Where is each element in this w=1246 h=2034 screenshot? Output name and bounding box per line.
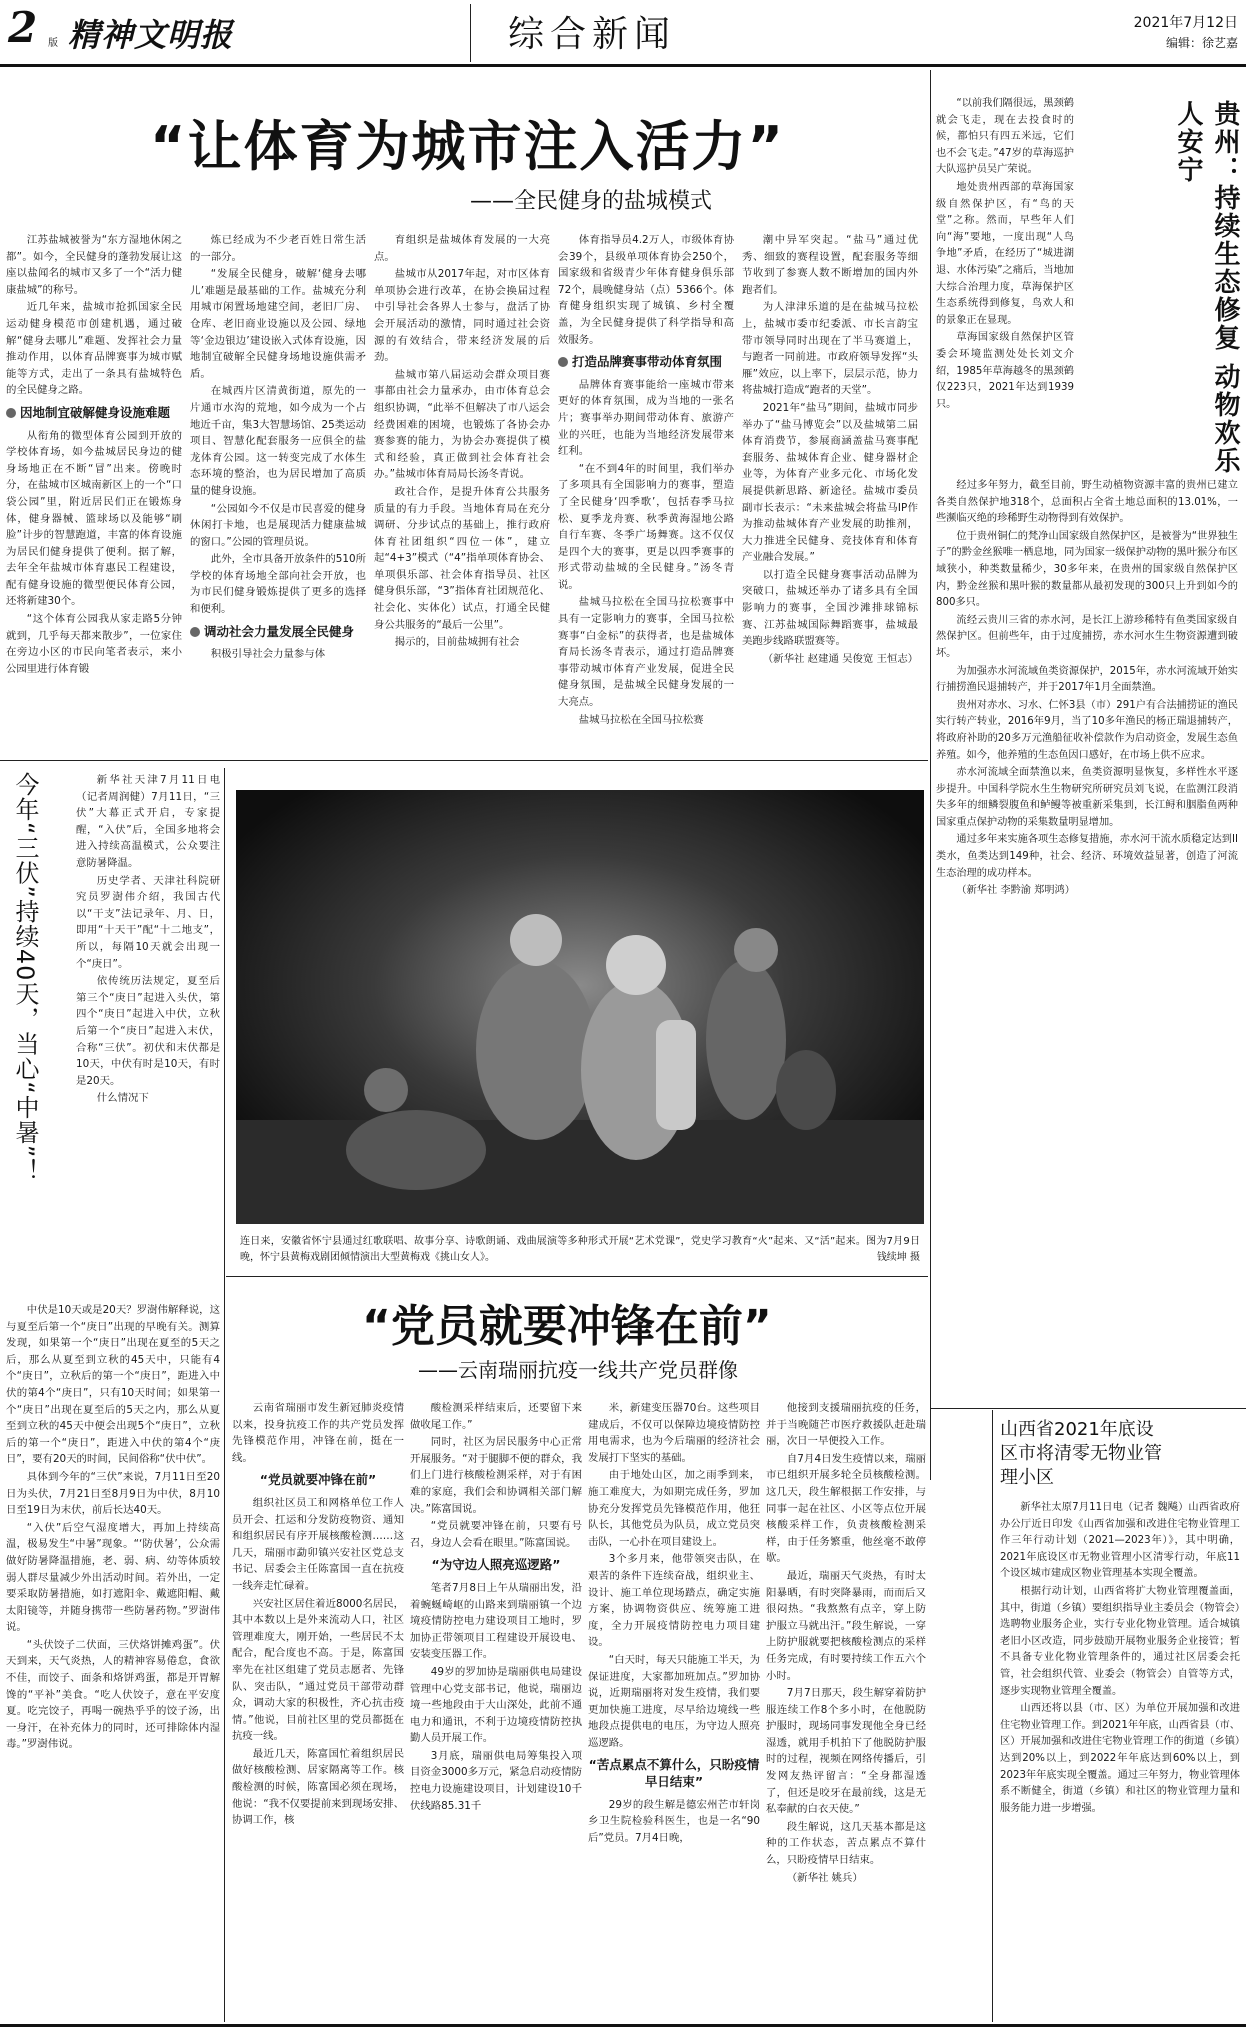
paragraph: 依传统历法规定，夏至后第三个“庚日”起进入头伏，第四个“庚日”起进入中伏，立秋后第一个“庚日”起进入末伏，合称“三伏”。初伏和末伏都是10天，中伏有时是10天，有时是20天。 <box>76 975 220 1087</box>
paragraph: 组织社区员工和网格单位工作人员开会、扛运和分发防疫物资、通知和组织居民有序开展核酸检测……这几天，瑞丽市勐卯镇兴安社区党总支书记、居委会主任陈富国一直在抗疫一线奔走忙碌着。 <box>232 1496 404 1592</box>
main-column-4 <box>558 232 734 754</box>
paragraph: 为人津津乐道的是在盐城马拉松上，盐城市委市纪委派、市长言韵宝带市领导同时出现在了半马赛道上，与跑者一同前进。市政府领导发挥“头雁”效应，以上率下，层层示范，协力将盐城打造成“跑者的天堂”。 <box>742 301 918 397</box>
guizhou-full-column <box>936 478 1238 1398</box>
paragraph: 经过多年努力，截至目前，野生动植物资源丰富的贵州已建立各类自然保护地318个，总面积占全省土地总面积的13.01%，一些濒临灭绝的珍稀野生动物得到有效保护。 <box>936 480 1238 525</box>
main-column-1 <box>6 232 182 754</box>
paragraph: 近几年来，盐城市抢抓国家全民运动健身模范市创建机遇，通过破解“健身去哪儿”难题、发挥社会力量推动作用，以体育品牌赛事为城市赋能等方式，走出了一条具有盐城特色的全民健身之路。 <box>6 301 182 397</box>
photo-caption <box>240 1234 920 1266</box>
paragraph: “发展全民健身，破解‘健身去哪儿’难题是最基础的工作。盐城充分利用城市闲置场地建空间，老旧厂房、仓库、老旧商业设施以及公园、绿地等‘金边银边’建设嵌入式体育设施，因地制宜破解全民健身场地设施供需矛盾。 <box>190 268 366 380</box>
paragraph: 盐城市第八届运动会群众项目赛事都由社会力量承办，由市体育总会组织协调，“此举不但解决了市八运会经费困难的困境，也锻炼了各协会办赛参赛的能力，为协会办赛提供了模式和经验，真正做到社会体育社会办。”盐城市体育局局长汤冬青说。 <box>374 368 550 481</box>
paragraph: 盐城马拉松在全国马拉松赛事中具有一定影响力的赛事，全国马拉松赛事“白金标”的获得者，也是盐城体育局长汤冬青表示，通过打造品牌赛事带动城市体育产业发展，促进全民健身氛围，是盐城全民健身发展的一大亮点。 <box>558 596 734 709</box>
main-bottom-rule <box>0 760 928 761</box>
masthead <box>0 0 1246 68</box>
paragraph: 为加强赤水河流域鱼类资源保护，2015年，赤水河流域开始实行捕捞渔民退捕转产，并于2017年1月全面禁渔。 <box>936 665 1238 694</box>
paragraph: 由于地处山区，加之雨季到来，施工难度大，为如期完成任务，罗加协充分发挥党员先锋模范作用，他狂队长，其他党员为队员，成立党员突击队，一心扑在项目建设上。 <box>588 1469 760 1548</box>
paragraph: 兴安社区居住着近8000名居民，其中本数以上是外来流动人口，社区管理难度大，刚开始，一些居民不太配合，配合度也不高。于是，陈富国率先在社区组建了党员志愿者、先锋队、突击队，“通过党员干部带动群众，调动大家的积极性，齐心抗击疫情。”他说，目前社区里的党员都挺在抗疫一线。 <box>232 1597 404 1743</box>
paragraph: 49岁的罗加协是瑞丽供电局建设管理中心党支部书记，他说，瑞丽边境一些地段由于大山深处，此前不通电力和通讯，不利于边境疫情防控执勤人员开展工作。 <box>410 1665 582 1745</box>
section-title: 综合新闻 <box>508 14 677 55</box>
paragraph: 贵州对赤水、习水、仁怀3县（市）291户有合法捕捞证的渔民实行转产转业，2016年9月，当了10多年渔民的杨正瑞退捕转产，将政府补助的20多万元渔船征收补偿款作为启动资金，发展生态鱼养殖。如今，他养殖的生态鱼因口感好，在市场上供不应求。 <box>936 699 1238 761</box>
paper-name: 精神文明报 <box>68 16 234 54</box>
party-subhead-3: “苦点累点不算什么，只盼疫情早日结束” <box>588 1757 760 1790</box>
paragraph: 山西还将以县（市、区）为单位开展加强和改进住宅物业管理工作。到2021年年底，山西省县（市、区）开展加强和改进住宅物业管理工作的街道（乡镇）达到20%以上，到2022年年底达到60%以上，到2023年年底实现全覆盖。通过三年努力，物业管理体系不断健全，街道（乡镇）和社区的物业管理力量和服务能力进一步增强。 <box>1000 1703 1240 1814</box>
party-subhead: ——云南瑞丽抗疫一线共产党员群像 <box>418 1358 738 1382</box>
paragraph: “入伏”后空气湿度增大，再加上持续高温，极易发生“中暑”现象。“‘防伏暑’，公众需做好防暑降温措施，老、弱、病、幼等体质较弱人群尽量减少外出活动时间。若外出，一定要采取防暑措施，如打遮阳伞、戴遮阳帽、戴太阳镜等，并随身携带一些防暑药物。”罗澍伟说。 <box>6 1521 220 1634</box>
paragraph: 从衔角的微型体育公园到开放的学校体育场，如今盐城居民身边的健身场地正在不断“冒”出来。傍晚时分，在盐城市区城南新区上的一个“口袋公园”里，附近居民们正在锻炼身体，健身器械、篮球场以及能够“刷脸”计步的智慧跑道，丰富的体育设施为居民们健身提供了便利。据了解，去年全年盐城市体育惠民工程建设，配有健身设施的微型便民体育公园，还将新建30个。 <box>6 429 182 608</box>
party-headline: “党员就要冲锋在前” <box>362 1301 772 1352</box>
party-column-3 <box>588 1400 760 2018</box>
main-subhead-2: 调动社会力量发展全民健身 <box>190 624 366 641</box>
photo-credit: 钱续坤 摄 <box>876 1252 920 1263</box>
masthead-divider <box>470 4 471 62</box>
paragraph: 育组织是盐城体育发展的一大亮点。 <box>374 234 550 263</box>
paragraph: （新华社 赵建通 吴俊宽 王恒志） <box>762 652 918 665</box>
masthead-rule <box>0 64 1246 67</box>
stage-photo-image <box>236 790 924 1224</box>
paragraph: 具体到今年的“三伏”来说，7月11日至20日为头伏，7月21日至8月9日为中伏，8月10日至19日为末伏，前后长达40天。 <box>6 1470 220 1517</box>
party-subhead-1: “党员就要冲锋在前” <box>259 1472 377 1488</box>
paragraph: 笔者7月8日上午从瑞丽出发，沿着蜿蜒崎岖的山路来到瑞丽镇一个边境疫情防控电力建设项目工地时，罗加协正带领项目工程建设开展设电、安装变压器工作。 <box>410 1581 582 1661</box>
guizhou-top-column <box>936 96 1074 476</box>
paragraph: 通过多年来实施各项生态修复措施，赤水河干流水质稳定达到II类水，鱼类达到149种，社会、经济、环境效益显著，创造了河流生态治理的成功样本。 <box>936 834 1238 879</box>
paragraph: 历史学者、天津社科院研究员罗澍伟介绍，我国古代以“干支”法记录年、月、日，即用“十天干”配“十二地支”，所以，每隔10天就会出现一个“庚日”。 <box>76 874 220 970</box>
paragraph: 位于贵州铜仁的梵净山国家级自然保护区，是被誉为“世界独生子”的黔金丝猴唯一栖息地，同为国家一级保护动物的黑叶猴分布区域狭小，种类数量稀少，30多年来，在贵州的国家级自然保护区内，黔金丝猴和黑叶猴的数量都从最初发现的300只上升到如今的800多只。 <box>936 530 1238 609</box>
page-number: 2 <box>8 3 38 52</box>
paragraph: “公园如今不仅是市民喜爱的健身休闲打卡地，也是展现活力健康盐城的窗口。”公园的管理员说。 <box>190 502 366 548</box>
photo-bottom-rule <box>226 1276 928 1277</box>
paragraph: 7月7日那天，段生解穿着防护服连续工作8个多小时，在他脱防护服时，现场同事发现他全身已经湿透，就用手机拍下了他脱防护服时的过程，视频在网络传播后，引发网友热评留言：“全身都湿透了，但还是咬牙在最前线，这是无私奉献的白衣天使。” <box>766 1687 926 1816</box>
paragraph: 段生解说，这几天基本都是这种的工作状态，苦点累点不算什么，只盼疫情早日结束。 <box>766 1820 926 1867</box>
editor-credit: 编辑：徐艺嘉 <box>1165 36 1238 50</box>
bullet-icon <box>6 408 16 418</box>
paragraph: 此外，全市具备开放条件的510所学校的体育场地全部向社会开放，也为市民们健身锻炼提供了更多的选择和便利。 <box>190 553 366 616</box>
paragraph: “头伏饺子二伏面，三伏烙饼摊鸡蛋”。伏天到来，天气炎热，人的精神容易倦怠，食欲不佳，而饺子、面条和烙饼鸡蛋，都是开胃解馋的“平补”美食。“吃人伏饺子，意在平安度夏。吃完饺子，再喝一碗热乎乎的饺子汤，出一身汗，在补充体力的同时，还可排除体内湿毒。”罗澍伟说。 <box>6 1638 220 1751</box>
shanxi-column <box>1000 1500 1240 2018</box>
bullet-icon <box>558 357 568 367</box>
paragraph: 最近几天，陈富国忙着组织居民做好核酸检测、居家隔离等工作。核酸检测的时候，陈富国必须在现场，他说：“我不仅要提前来到现场安排、协调工作，核 <box>232 1747 404 1827</box>
paragraph: 体育指导员4.2万人，市级体育协会39个，县级单项体育协会250个，国家级和省级青少年体育健身俱乐部72个，晨晚健身站（点）5366个。体育健身组织实现了城镇、乡村全覆盖，为全民健身提供了科学指导和高效服务。 <box>558 234 734 346</box>
paragraph: 米，新建变压器70台。这些项目建成后，不仅可以保障边境疫情防控用电需求，也为今后瑞丽的经济社会发展打下坚实的基础。 <box>588 1402 760 1464</box>
main-subhead-1: 因地制宜破解健身设施难题 <box>6 405 182 422</box>
paragraph: 根据行动计划，山西省将扩大物业管理覆盖面，其中，街道（乡镇）要组织指导业主委员会（物管会）选聘物业服务企业，实行专业化物业管理。适合城镇老旧小区改造，同步鼓励开展物业服务企业接管；暂不具备专业化物业管理条件的，通过社区居委会托管，社会组织代管、业委会（物管会）自管等方式，逐步实现物业管理全覆盖。 <box>1000 1585 1240 1697</box>
paragraph: 赤水河流域全面禁渔以来，鱼类资源明显恢复，多样性水平逐步提升。中国科学院水生生物研究所研究员刘飞说，在监测江段消失多年的细鳞裂腹鱼和鲈鳗等被重新采集到，长江鲟和胭脂鱼两种国家重点保护动物的采集数量明显增加。 <box>936 767 1238 828</box>
paragraph: 流经云贵川三省的赤水河，是长江上游珍稀特有鱼类国家级自然保护区。但前些年，由于过度捕捞，赤水河水生生物资源遭到破坏。 <box>936 614 1238 659</box>
paragraph: 2021年“盐马”期间，盐城市同步举办了“盐马博览会”以及盐城第二届体育消费节，参展商涵盖盐马赛事配套服务、盐城体育企业、健身器材企业等，为体育产业多元化、市场化发展提供新思路、新途径。盐城市委员副市长表示：“未来盐城会将盐马IP作为推动盐城体育产业发展的助推剂，大力推进全民健身、竞技体育和体育产业融合发展。” <box>742 401 918 564</box>
paragraph: “党员就要冲锋在前，只要有号召，身边人会看在眼里。”陈富国说。 <box>410 1520 582 1549</box>
paragraph: 酸检测采样结束后，还要留下来做收尾工作。” <box>410 1402 582 1431</box>
main-col1-paragraphs <box>6 232 182 399</box>
paragraph: 政社合作，是提升体育公共服务质量的有力手段。当地体育局在充分调研、分步试点的基础上，推行政府体育社团组织“四位一体”，建立起“4+3”模式（“4”指单项体育协会、单项俱乐部、社会体育指导员、社区健身俱乐部，“3”指体育社团规范化、社会化、实体化）试点，打通全民健身公共服务的“最后一公里”。 <box>374 485 550 631</box>
main-subhead-3: 打造品牌赛事带动体育氛围 <box>558 354 734 371</box>
main-column-5 <box>742 232 918 754</box>
party-column-4 <box>766 1400 926 2018</box>
paragraph: 积极引导社会力量参与体 <box>210 648 326 661</box>
guizhou-bottom-rule <box>930 1408 1246 1409</box>
paragraph: 新华社太原7月11日电（记者 魏飚）山西省政府办公厅近日印发《山西省加强和改进住宅物业管理工作三年行动计划（2021—2023年）》，其中明确，2021年底设区市无物业管理小区清零行动，年底11个设区城市建成区物业管理基本实现全覆盖。 <box>1000 1502 1240 1580</box>
bullet-icon <box>190 627 200 637</box>
paragraph: 以打造全民健身赛事活动品牌为突破口，盐城还举办了诸多具有全国影响力的赛事，全国沙滩排球锦标赛、江苏盐城国际舞蹈赛事，盐城最美跑步线路联盟赛等。 <box>742 568 918 648</box>
paragraph: 同时，社区为居民服务中心正常开展服务。“对于腿脚不便的群众，我们上门进行核酸检测采样，对于有困难的家庭，我们会和协调相关部门解决。”陈富国说。 <box>410 1436 582 1515</box>
paragraph: 品牌体育赛事能给一座城市带来更好的体育氛围，成为当地的一张名片；赛事举办期间带动体育、旅游产业的兴旺，也能为当地经济发展带来红利。 <box>558 378 734 458</box>
paragraph: “在不到4年的时间里，我们举办了多项具有全国影响力的赛事，塑造了全民健身‘四季歌’，包括春季马拉松、夏季龙舟赛、秋季黄海湿地公路自行车赛、冬季广场舞赛。这不仅仅是四个大的赛事，更是以四季赛事的形式带动盐城的全民健身。”汤冬青说。 <box>558 462 734 591</box>
sanfu-divider <box>224 768 225 2022</box>
paragraph: “这个体育公园我从家走路5分钟就到，几乎每天都来散步”，一位家住在旁边小区的市民向笔者表示，来小公园里进行体育锻 <box>6 613 182 675</box>
main-headline: “让体育为城市注入活力” <box>150 115 785 178</box>
caption-text: 连日来，安徽省怀宁县通过红歌联唱、故事分享、诗歌朗诵、戏曲展演等多种形式开展“艺术党课”，党史学习教育“火”起来、又“活”起来。图为7月9日晚，怀宁县黄梅戏剧团倾情演出大型黄梅戏《挑山女人》。 <box>240 1236 920 1263</box>
paragraph: 最近，瑞丽天气炎热，有时太阳暴晒，有时突降暴雨，而而后又很闷热。“我熬熬有点辛，穿上防护服立马就出汗。”段生解说，一穿上防护服就要把核酸检测点的采样任务完成，有时要持续工作五六个小时。 <box>766 1569 926 1682</box>
paragraph: 在城西片区清黄街道，原先的一片通市水沟的荒地，如今成为一个占地近千亩，集3大智慧场馆、25类运动项目、智慧化配套服务一应俱全的盐龙体育公园。这一转变完成了水体生态环境的整治，也为居民增加了高质量的健身设施。 <box>190 385 366 497</box>
paragraph: 中伏是10天或是20天？罗澍伟解释说，这与夏至后第一个“庚日”出现的早晚有关。测算发现，如果第一个“庚日”出现在夏至的5天之后，那么从夏至到立秋的45天中，只能有4个“庚日”，立秋后的第一个“庚日”，距进入中伏的第4个“庚日”，只有10天时间；如果第一个“庚日”出现在夏至后的5天之内，那么从夏至到立秋的45天中便会出现5个“庚日”，立秋后的第一个“庚日”，距进入中伏的第4个“庚日”，要有20天的时间，民间俗称“伏中伏”。 <box>6 1304 220 1466</box>
paragraph: 地处贵州西部的草海国家级自然保护区，有“鸟的天堂”之称。然而，早些年人们向“海”要地，一度出现“人鸟争地”矛盾，在经历了“城进湖退、水体污染”之痛后，当地加大综合治理力度，草海保护区生态系统得到修复，鸟欢人和的景象正在显现。 <box>936 181 1074 326</box>
main-column-3 <box>374 232 550 754</box>
right-divider <box>930 70 931 1480</box>
party-divider <box>992 1410 993 2022</box>
sanfu-wide-column <box>6 1302 220 2018</box>
paragraph: （新华社 姚兵） <box>786 1871 863 1884</box>
paragraph: 揭示的，目前盐城拥有社会 <box>394 636 520 649</box>
paragraph: 草海国家级自然保护区管委会环境监测处处长刘文介绍，1985年草海越冬的黑颈鹤仅223只，2021年达到1939只。 <box>936 332 1074 410</box>
paragraph: 什么情况下 <box>96 1092 149 1105</box>
paragraph: 云南省瑞丽市发生新冠肺炎疫情以来，投身抗疫工作的共产党员发挥先锋模范作用，冲锋在前，挺在一线。 <box>232 1402 404 1464</box>
paragraph: 盐城市从2017年起，对市区体育单项协会进行改革，在协会换届过程中引导社会各界人士参与，盘活了协会开展活动的激情，同时通过社会资源的有效结合，带来经济发展的后劲。 <box>374 268 550 364</box>
paragraph: 3月底，瑞丽供电局筹集投入项目资金3000多万元，紧急启动疫情防控电力设施建设项目，计划建设10千伏线路85.31千 <box>410 1749 582 1812</box>
paragraph: 新华社天津7月11日电（记者周润健）7月11日，“三伏”大幕正式开启，专家提醒，“入伏”后，全国多地将会进入持续高温模式，公众要注意防暑降温。 <box>76 774 220 869</box>
guizhou-headline: 贵州：持续生态修复 动物欢乐人安宁 <box>1173 100 1240 476</box>
paragraph: 29岁的段生解是德宏州芒市轩岗乡卫生院检验科医生，也是一名“90后”党员。7月4日晚， <box>588 1798 760 1844</box>
paragraph: （新华社 李黔渝 郑明鸿） <box>956 885 1075 897</box>
page-label: 版 <box>48 38 58 49</box>
paragraph: “白天时，每天只能施工半天，为保证进度，大家都加班加点。”罗加协说，近期瑞丽将对发生疫情，我们要更加快施工进度，尽早给边境线一些地段点提供电的电压，为守边人照亮巡逻路。 <box>588 1653 760 1749</box>
paragraph: 自7月4日发生疫情以来，瑞丽市已组织开展多轮全员核酸检测。这几天，段生解根据工作安排，与同事一起在社区、小区等点位开展核酸采样工作，负责核酸检测采样，由于任务繁重，他丝毫不敢停歇。 <box>766 1452 926 1565</box>
paragraph: “以前我们隔很远，黑颈鹤就会飞走，现在去投食时的候，都怕只有四五米远，它们也不会飞走。”47岁的草海巡护大队巡护员吴广荣说。 <box>936 98 1074 176</box>
party-subhead-2: “为守边人照亮巡逻路” <box>431 1557 561 1573</box>
paragraph: 江苏盐城被誉为“东方湿地休闲之都”。如今，全民健身的蓬勃发展让这座以盐闻名的城市又多了一个“活力健康盐城”的称号。 <box>6 234 182 296</box>
footer-rule <box>0 2024 1246 2027</box>
main-subhead: ——全民健身的盐城模式 <box>470 189 713 214</box>
shanxi-headline: 山西省2021年底设区市将清零无物业管理小区 <box>1000 1419 1162 1488</box>
paragraph: 盐城马拉松在全国马拉松赛 <box>578 713 704 726</box>
paragraph: 炼已经成为不少老百姓日常生活的一部分。 <box>190 234 366 263</box>
paragraph: 3个多月来，他带领突击队，在艰苦的条件下连续奋战，组织业主、设计、施工单位现场踏点，确定实施方案，协调物资供应、统筹施工进度，全力开展疫情防控电力项目建设。 <box>588 1553 760 1649</box>
paragraph: 他接到支援瑞丽抗疫的任务，并于当晚随芒市医疗救援队赶赴瑞丽，次日一早便投入工作。 <box>766 1402 926 1448</box>
party-column-1 <box>232 1400 404 2018</box>
party-column-2 <box>410 1400 582 2018</box>
news-photo <box>236 790 924 1224</box>
sanfu-headline: 今年“三伏”持续40天，当心“中暑”！ <box>11 772 39 1184</box>
sanfu-narrow-column <box>76 772 220 1302</box>
paragraph: 潮中异军突起。“盐马”通过优秀、细致的赛程设置，配套服务等细节收到了参赛人数不断增加的国内外跑者们。 <box>742 234 918 296</box>
main-column-2 <box>190 232 366 754</box>
issue-date: 2021年7月12日 <box>1133 15 1238 31</box>
